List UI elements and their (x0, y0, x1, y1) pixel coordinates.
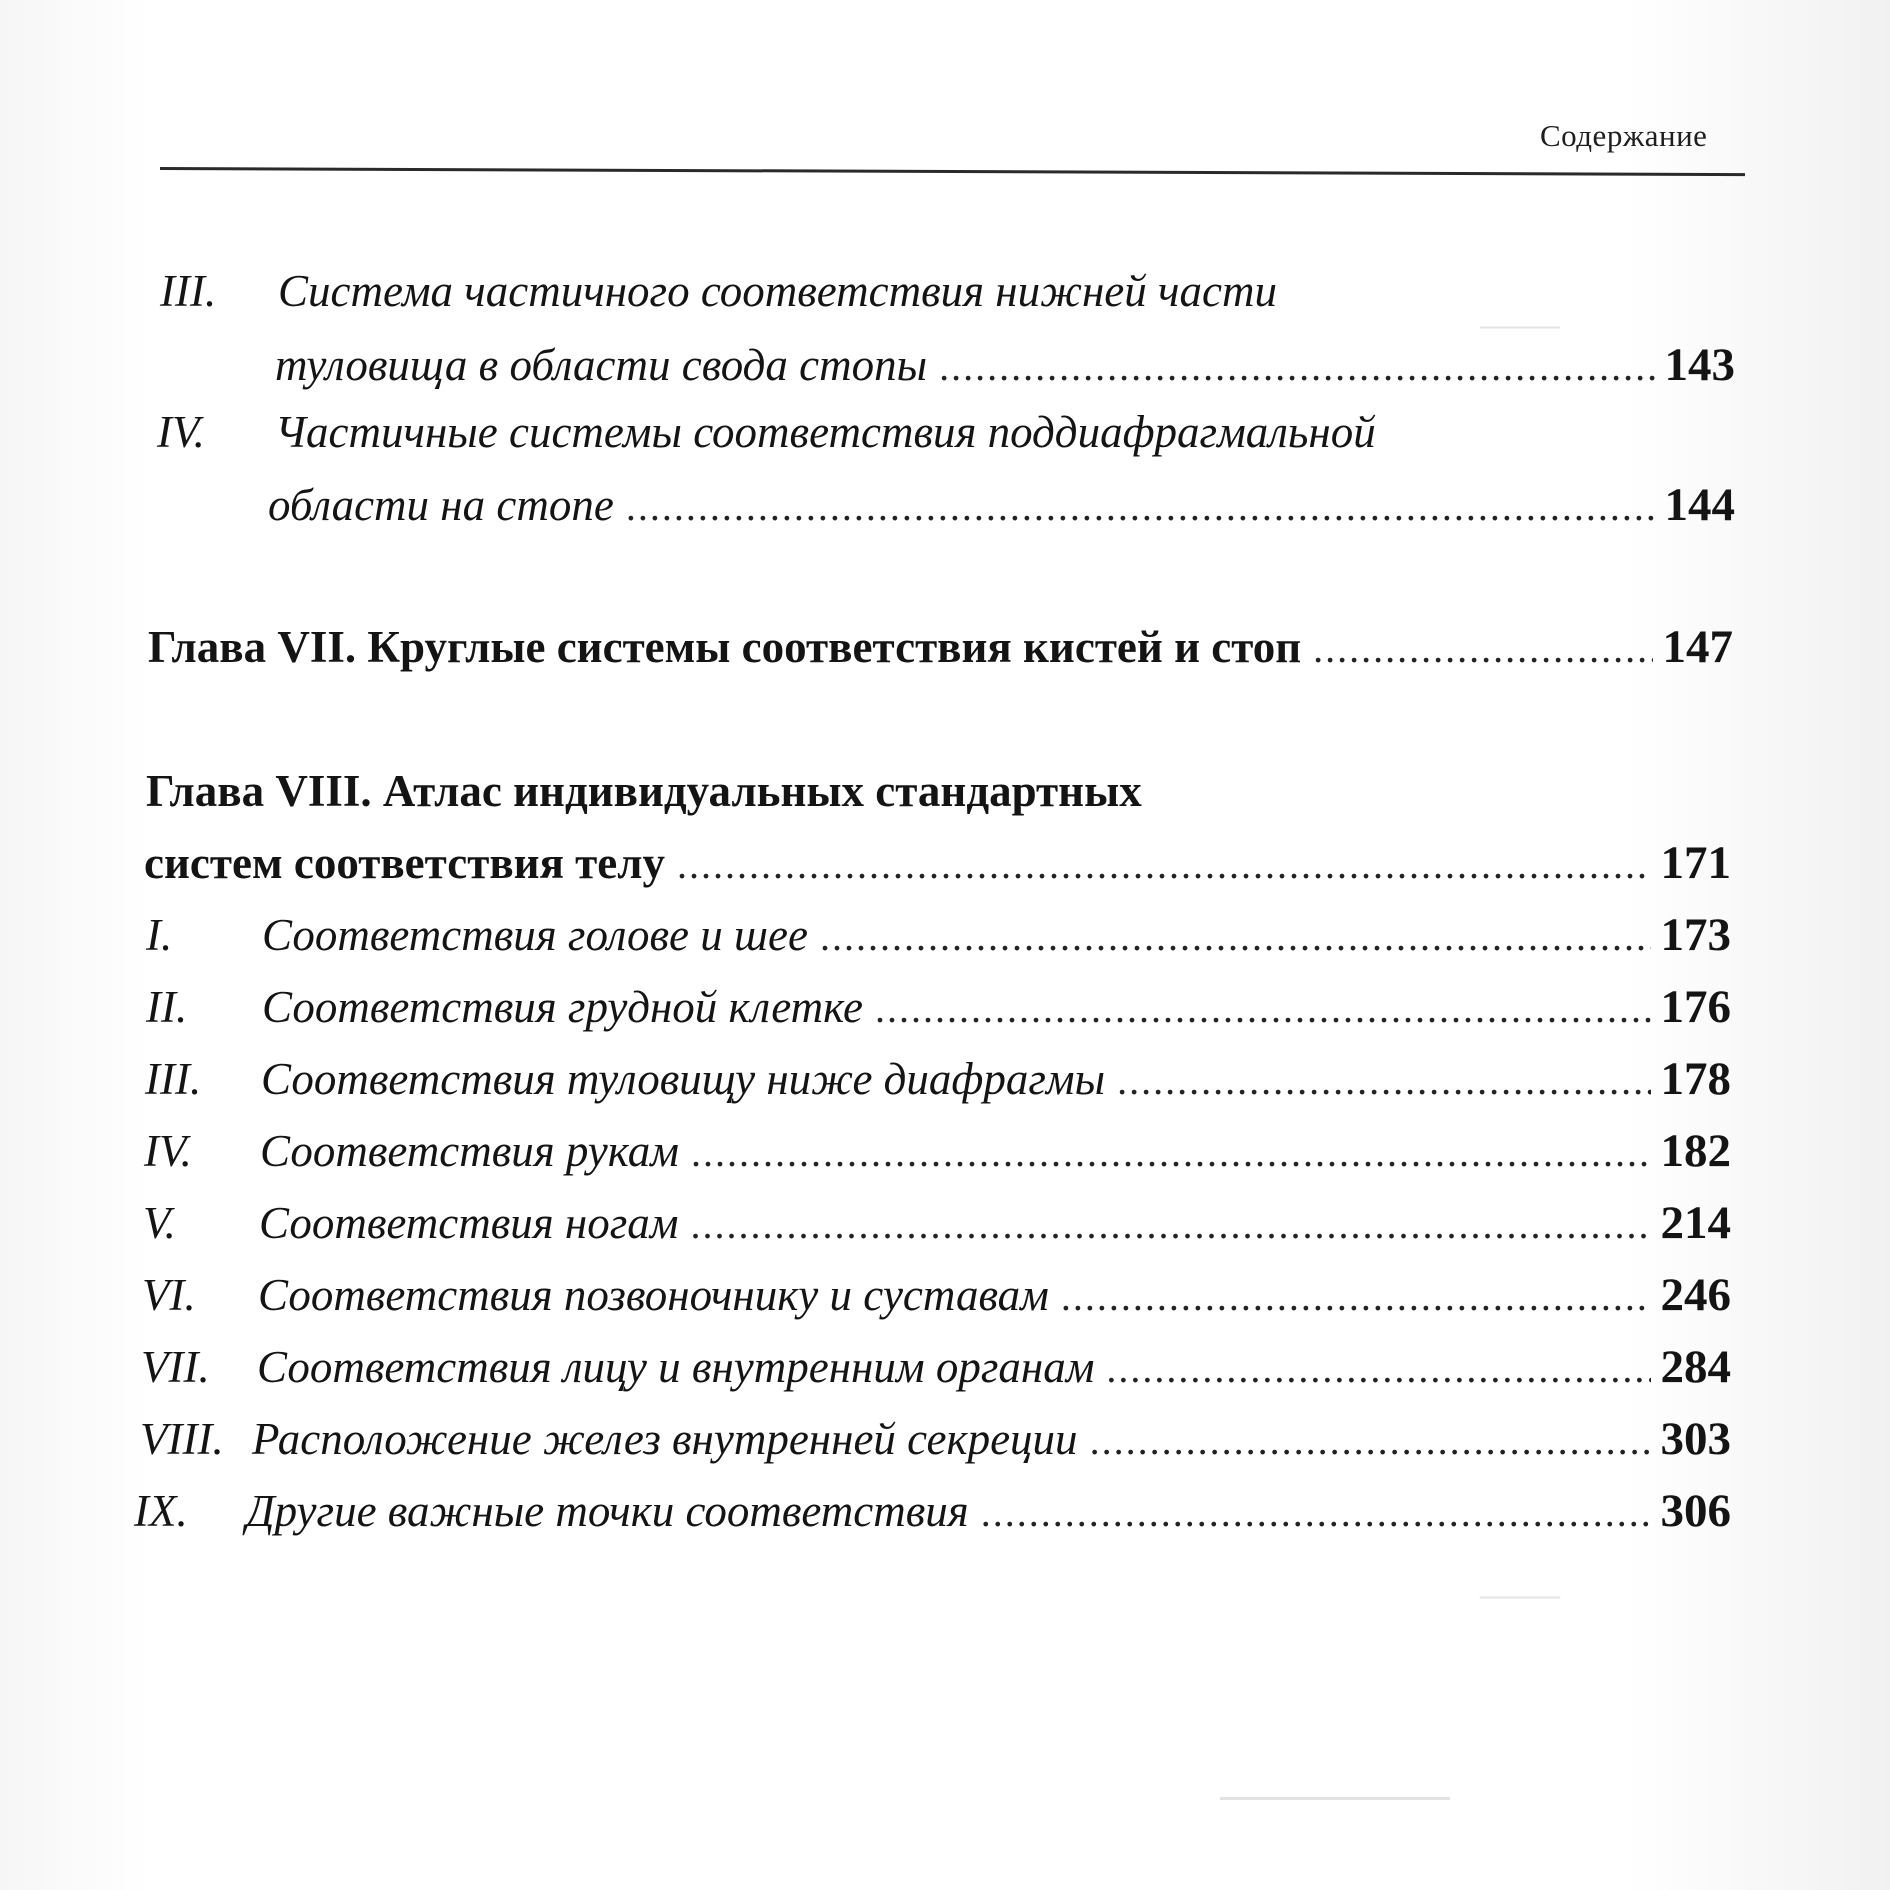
entry-title: Соответствия туловищу ниже диафрагмы (261, 1054, 1106, 1104)
toc-entry (141, 1340, 1731, 1394)
toc-entry-continuation (268, 478, 1735, 532)
entry-number: II. (146, 982, 188, 1032)
dot-leader (1061, 1273, 1651, 1320)
dot-leader (1117, 1057, 1650, 1104)
page-number: 144 (1664, 479, 1735, 531)
toc-entry (146, 980, 1731, 1034)
page-number: 306 (1660, 1485, 1731, 1537)
dot-leader (1313, 625, 1652, 672)
dot-leader (820, 913, 1651, 960)
entry-title: Расположение желез внутренней секреции (252, 1414, 1078, 1464)
header-rule (160, 167, 1745, 176)
show-through-glyphs: —— (1480, 301, 1560, 346)
page-number: 171 (1660, 837, 1731, 889)
show-through-glyphs: —— (1480, 1571, 1560, 1616)
toc-entry (157, 406, 1735, 458)
dot-leader (626, 483, 1655, 530)
toc-entry (134, 1484, 1731, 1538)
entry-number: V. (143, 1198, 176, 1248)
toc-entry (145, 1052, 1731, 1106)
entry-number: III. (145, 1054, 202, 1104)
dot-leader (1090, 1417, 1651, 1464)
page-number: 284 (1660, 1341, 1731, 1393)
chapter-entry (148, 620, 1733, 674)
page-number: 147 (1662, 621, 1733, 673)
entry-title: Соответствия ногам (259, 1198, 679, 1248)
chapter-entry-continuation (144, 836, 1731, 890)
entry-title: Соответствия голове и шее (262, 910, 808, 960)
page-number: 173 (1660, 909, 1731, 961)
toc-entry (142, 1268, 1731, 1322)
entry-number: VII. (141, 1342, 210, 1392)
dot-leader (939, 343, 1654, 390)
entry-number: IX. (134, 1486, 188, 1536)
entry-title: Соответствия позвоночнику и суставам (258, 1270, 1049, 1320)
dot-leader (691, 1129, 1651, 1176)
page-number: 246 (1660, 1269, 1731, 1321)
entry-title: Частичные системы соответствия поддиафрагмальной (275, 407, 1376, 457)
entry-title: Соответствия рукам (260, 1126, 679, 1176)
dot-leader (1106, 1345, 1650, 1392)
toc-entry (144, 1124, 1731, 1178)
entry-number: I. (146, 910, 173, 960)
dot-leader (677, 841, 1651, 888)
page-number: 143 (1664, 339, 1735, 391)
toc-entry (146, 908, 1731, 962)
page-number: 214 (1660, 1197, 1731, 1249)
dot-leader (981, 1489, 1651, 1536)
entry-number: III. (160, 266, 217, 316)
toc-entry (143, 1196, 1731, 1250)
entry-number: VI. (142, 1270, 196, 1320)
entry-title-continuation: туловища в области свода стопы (275, 340, 928, 390)
entry-title: Соответствия лицу и внутренним органам (257, 1342, 1095, 1392)
entry-number: IV. (157, 407, 205, 457)
toc-entry (140, 1412, 1731, 1466)
chapter-title: Глава VII. Круглые системы соответствия кистей и стоп (148, 622, 1302, 672)
dot-leader (691, 1201, 1651, 1248)
page-number: 182 (1660, 1125, 1731, 1177)
page-number: 178 (1660, 1053, 1731, 1105)
toc-entry-continuation (275, 338, 1735, 392)
page-number: 176 (1660, 981, 1731, 1033)
toc-entry (160, 265, 1735, 317)
dot-leader (875, 985, 1650, 1032)
entry-title: Соответствия грудной клетке (262, 982, 864, 1032)
entry-number: IV. (144, 1126, 192, 1176)
entry-title-continuation: области на стопе (268, 480, 614, 530)
page-number: 303 (1660, 1413, 1731, 1465)
entry-title: Система частичного соответствия нижней части (278, 266, 1277, 316)
chapter-title-continuation: систем соответствия телу (144, 838, 665, 888)
chapter-title: Глава VIII. Атлас индивидуальных стандартных (146, 766, 1142, 816)
running-head: Содержание (1540, 118, 1708, 153)
chapter-entry (146, 765, 1731, 817)
footer-rule (1220, 1797, 1450, 1800)
entry-number: VIII. (140, 1414, 224, 1464)
entry-title: Другие важные точки соответствия (246, 1486, 969, 1536)
